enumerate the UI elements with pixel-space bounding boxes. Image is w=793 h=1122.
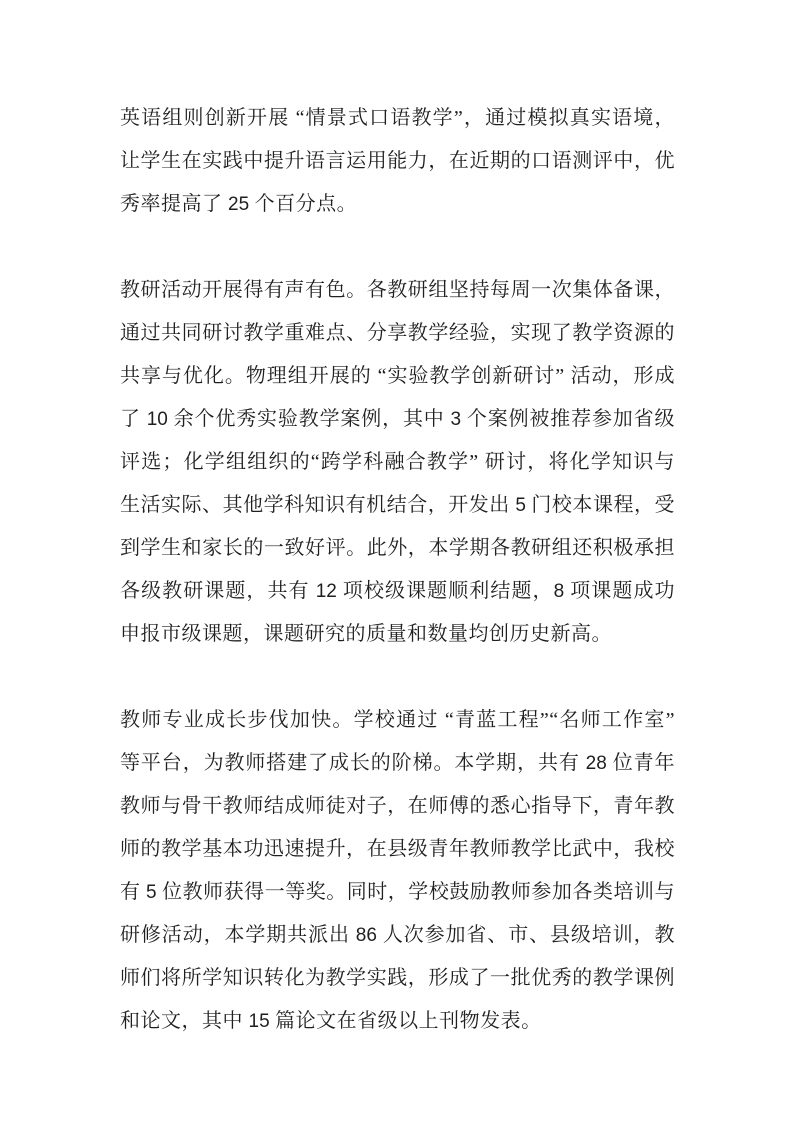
paragraph-teacher-professional-growth: 教师专业成长步伐加快。学校通过 “青蓝工程”“名师工作室” 等平台，为教师搭建了成长的阶梯。本学期，共有 28 位青年教师与骨干教师结成师徒对子，在师傅的悉心指导下，青年教师的教学基本功迅速提升，在县级青年教师教学比武中，我校有 5 位教师获得一等奖。同时，学校鼓励教师参加各类培训与研修活动，本学期共派出 86 人次参加省、市、县级培训，教师们将所学知识转化为教学实践，形成了一批优秀的教学课例和论文，其中 15 篇论文在省级以上刊物发表。 xyxy=(120,709,676,1032)
numeral: 28 xyxy=(585,753,607,774)
numeral: 8 xyxy=(553,581,565,602)
numeral: 15 xyxy=(248,1011,270,1032)
paragraph-english-group-oral-teaching: 英语组则创新开展 “情景式口语教学”，通过模拟真实语境，让学生在实践中提升语言运用能力，在近期的口语测评中，优秀率提高了 25 个百分点。 xyxy=(120,107,675,215)
numeral: 5 xyxy=(146,882,157,903)
numeral: 10 xyxy=(146,409,168,430)
numeral: 3 xyxy=(450,409,462,430)
numeral: 5 xyxy=(515,495,526,516)
numeral: 25 xyxy=(228,194,250,215)
paragraph-teaching-research-activities: 教研活动开展得有声有色。各教研组坚持每周一次集体备课，通过共同研讨教学重难点、分享教学经验，实现了教学资源的共享与优化。物理组开展的 “实验教学创新研讨” 活动，形成了 10 余个优秀实验教学案例，其中 3 个案例被推荐参加省级评选；化学组组织的“跨学科融合教学” 研讨，将化学知识与生活实际、其他学科知识有机结合，开发出 5 门校本课程，受到学生和家长的一致好评。此外，本学期各教研组还积极承担各级教研课题，共有 12 项校级课题顺利结题，8 项课题成功申报市级课题，课题研究的质量和数量均创历史新高。 xyxy=(120,279,676,645)
numeral: 86 xyxy=(355,925,377,946)
numeral: 12 xyxy=(315,581,337,602)
